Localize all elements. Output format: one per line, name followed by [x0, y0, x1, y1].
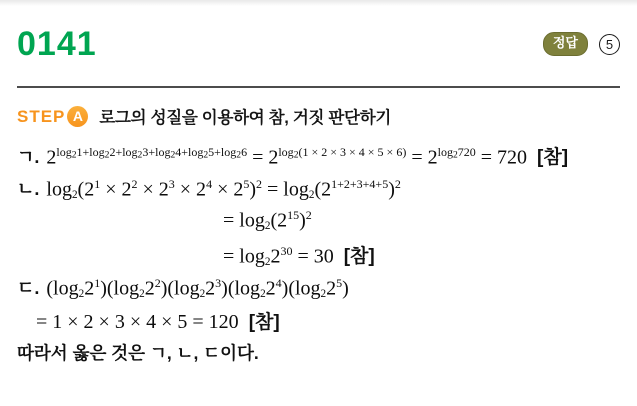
answer-badge: 정답 [543, 32, 588, 55]
solution-line [223, 241, 620, 270]
line-true-badge: [참] [343, 246, 375, 267]
line-label: ㄱ. [17, 147, 40, 167]
solution-line [17, 142, 620, 171]
step-letter-badge: A [67, 106, 88, 127]
line-true-badge: [참] [537, 147, 569, 168]
step-title: 로그의 성질을 이용하여 참, 거짓 판단하기 [99, 109, 391, 127]
line-math: $(\log_22^1)(\log_22^2)(\log_22^3)(\log_22^4)(\log_22^5)$ [46, 275, 349, 300]
line-label: ㄴ. [17, 179, 40, 199]
line-label: ㄷ. [17, 278, 40, 298]
answer-circled-number: 5 [599, 34, 620, 55]
line-math: = $\log_22^{30} = 30$ [223, 243, 334, 268]
solution-line [223, 208, 620, 237]
line-true-badge: [참] [248, 312, 280, 333]
answer-group [543, 32, 620, 55]
step-header [17, 104, 620, 128]
line-math: $\log_2(2^1 \times 2^2 \times 2^3 \times 2^4 \times 2^5)^2 = \log_2(2^{1+2+3+4+5})^2$ [46, 176, 401, 201]
step-label: STEP [17, 106, 66, 126]
header-divider [17, 86, 620, 88]
line-math: $2^{log_21+log_22+log_23+log_24+log_25+log_26} = 2^{log_2(1 \times 2 \times 3 \times 4 \times 5 \times 6)} = 2^{log_2720} = 720$ [46, 144, 528, 168]
line-math: = 1 × 2 × 3 × 4 × 5 = 120 [36, 311, 239, 333]
problem-number: 0141 [17, 25, 97, 63]
solution-line [36, 307, 620, 336]
solution-line [17, 175, 620, 204]
solution-line [17, 274, 620, 303]
solution-line [17, 340, 620, 369]
line-math: 따라서 옳은 것은 ㄱ, ㄴ, ㄷ이다. [17, 343, 259, 363]
line-math: = $\log_2(2^{15})^2$ [223, 208, 312, 232]
problem-header [17, 27, 620, 61]
solution-lines [17, 142, 620, 369]
